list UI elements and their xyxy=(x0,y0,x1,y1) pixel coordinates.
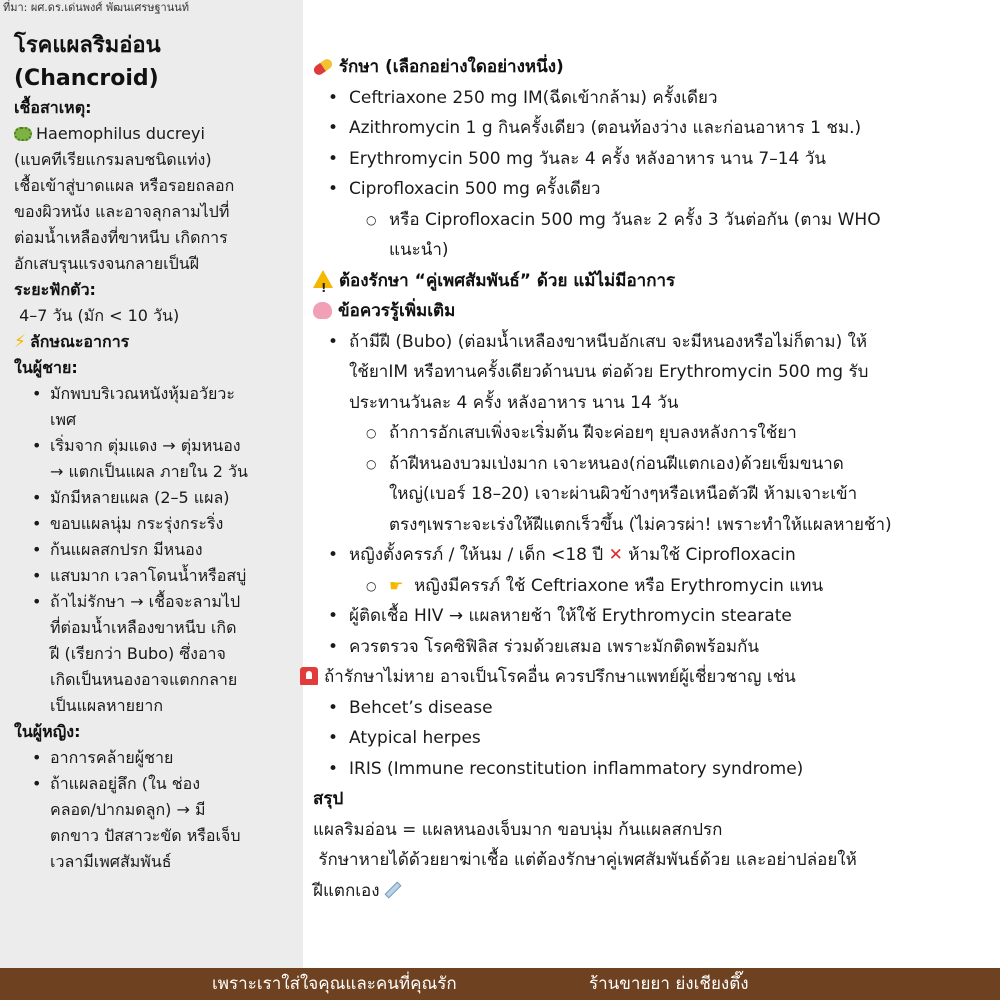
list-item: • ควรตรวจ โรคซิฟิลิส ร่วมด้วยเสมอ เพราะมักติดพร้อมกัน xyxy=(313,632,993,663)
list-item: • ก้นแผลสกปรก มีหนอง xyxy=(14,537,293,563)
cause-line: อักเสบรุนแรงจนกลายเป็นฝี xyxy=(14,254,200,273)
refer-list xyxy=(313,693,993,785)
list-item: • หญิงตั้งครรภ์ / ให้นม / เด็ก <18 ปี ✕ ห้ามใช้ Ciprofloxacin xyxy=(313,540,993,571)
source-credit: ที่มา: ผศ.ดร.เด่นพงศ์ พัฒนเศรษฐานนท์ xyxy=(3,1,190,14)
list-item: ○ ถ้าการอักเสบเพิ่งจะเริ่มต้น ฝีจะค่อยๆ ยุบลงหลังการใช้ยา xyxy=(313,418,993,449)
title-thai: โรคแผลริมอ่อน xyxy=(14,33,161,58)
incubation-value: 4–7 วัน (มัก < 10 วัน) xyxy=(14,306,180,325)
list-item: • ขอบแผลนุ่ม กระรุ่งกระริ่ง xyxy=(14,511,293,537)
list-item: • แสบมาก เวลาโดนน้ำหรือสบู่ xyxy=(14,563,293,589)
footer-slogan: เพราะเราใส่ใจคุณและคนที่คุณรัก xyxy=(212,974,457,994)
cause-line: (แบคทีเรียแกรมลบชนิดแท่ง) xyxy=(14,150,212,169)
male-heading: ในผู้ชาย: xyxy=(14,358,78,377)
incubation-heading: ระยะฟักตัว: xyxy=(14,280,96,299)
cause-line: ต่อมน้ำเหลืองที่ขาหนีบ เกิดการ xyxy=(14,228,228,247)
footer-shop-name: ร้านขายยา ย่งเชียงตึ๊ง xyxy=(589,974,749,994)
list-item: • Azithromycin 1 g กินครั้งเดียว (ตอนท้องว่าง และก่อนอาหาร 1 ชม.) xyxy=(313,113,993,144)
cross-icon: ✕ xyxy=(608,545,623,565)
list-item: • Ceftriaxone 250 mg IM(ฉีดเข้ากล้าม) ครั้งเดียว xyxy=(313,83,993,114)
cause-line: เชื้อเข้าสู่บาดแผล หรือรอยถลอก xyxy=(14,176,235,195)
list-item: • มักพบบริเวณหนังหุ้มอวัยวะ เพศ xyxy=(14,381,293,433)
list-item: • เริ่มจาก ตุ่มแดง → ตุ่มหนอง → แตกเป็นแผล ภายใน 2 วัน xyxy=(14,433,293,485)
summary-heading: สรุป xyxy=(313,789,344,809)
list-item: • Behcet’s disease xyxy=(313,693,993,724)
list-item: • IRIS (Immune reconstitution inflammatory syndrome) xyxy=(313,754,993,785)
page-title xyxy=(14,29,293,95)
list-item: • ผู้ติดเชื้อ HIV → แผลหายช้า ให้ใช้ Erythromycin stearate xyxy=(313,601,993,632)
left-panel xyxy=(0,0,303,968)
brain-icon xyxy=(313,302,332,319)
cause-organism: Haemophilus ducreyi xyxy=(14,121,293,147)
cause-line: ของผิวหนัง และอาจลุกลามไปที่ xyxy=(14,202,230,221)
list-item: • มักมีหลายแผล (2–5 แผล) xyxy=(14,485,293,511)
extra-heading: ข้อควรรู้เพิ่มเติม xyxy=(313,296,993,327)
list-item: ○ หรือ Ciprofloxacin 500 mg วันละ 2 ครั้ง 3 วันต่อกัน (ตาม WHO แนะนำ) xyxy=(313,205,993,266)
pill-icon xyxy=(312,57,334,77)
list-item: • Erythromycin 500 mg วันละ 4 ครั้ง หลังอาหาร นาน 7–14 วัน xyxy=(313,144,993,175)
list-item: • Atypical herpes xyxy=(313,723,993,754)
warning-icon xyxy=(313,270,333,288)
footer-bar xyxy=(0,968,1000,1000)
list-item: • ถ้าแผลอยู่ลึก (ใน ช่อง คลอด/ปากมดลูก) → มี ตกขาว ปัสสาวะขัด หรือเจ็บ เวลามีเพศสัมพันธ์ xyxy=(14,771,293,875)
treatment-heading: รักษา (เลือกอย่างใดอย่างหนึ่ง) xyxy=(313,52,993,83)
microbe-icon xyxy=(14,127,32,141)
extra-list xyxy=(313,327,993,663)
female-heading: ในผู้หญิง: xyxy=(14,722,81,741)
cause-heading: เชื้อสาเหตุ: xyxy=(14,98,92,117)
summary-line: รักษาหายได้ด้วยยาฆ่าเชื้อ แต่ต้องรักษาคู่เพศสัมพันธ์ด้วย และอย่าปล่อยให้ xyxy=(313,850,857,870)
list-item: • Ciprofloxacin 500 mg ครั้งเดียว xyxy=(313,174,993,205)
list-item: • ถ้าไม่รักษา → เชื้อจะลามไป ที่ต่อมน้ำเหลืองขาหนีบ เกิด ฝี (เรียกว่า Bubo) ซึ่งอาจ เกิดเป็นหนองอาจแตกกลาย เป็นแผลหายยาก xyxy=(14,589,293,719)
syringe-icon xyxy=(384,881,401,898)
siren-icon xyxy=(300,667,318,685)
list-item: • อาการคล้ายผู้ชาย xyxy=(14,745,293,771)
title-english: (Chancroid) xyxy=(14,66,159,91)
list-item: ○ ☛ หญิงมีครรภ์ ใช้ Ceftriaxone หรือ Erythromycin แทน xyxy=(313,571,993,602)
right-panel xyxy=(313,52,993,906)
summary-line: ฝีแตกเอง xyxy=(313,876,993,907)
pointing-hand-icon: ☛ xyxy=(389,575,404,595)
refer-heading: ถ้ารักษาไม่หาย อาจเป็นโรคอื่น ควรปรึกษาแพทย์ผู้เชี่ยวชาญ เช่น xyxy=(300,662,993,693)
male-symptom-list xyxy=(14,381,293,719)
list-item: ○ ถ้าฝีหนองบวมเป่งมาก เจาะหนอง(ก่อนฝีแตกเอง)ด้วยเข็มขนาด ใหญ่(เบอร์ 18–20) เจาะผ่านผิวข้างๆหรือเหนือตัวฝี ห้ามเจาะเข้า ตรงๆเพราะจะเร่งให้ฝีแตกเร็วขึ้น (ไม่ควรผ่า! เพราะทำให้แผลหายช้า) xyxy=(313,449,993,541)
treatment-list xyxy=(313,83,993,266)
partner-warning: !ต้องรักษา “คู่เพศสัมพันธ์” ด้วย แม้ไม่มีอาการ xyxy=(313,266,993,297)
female-symptom-list xyxy=(14,745,293,875)
symptoms-heading: ⚡ ลักษณะอาการ xyxy=(14,332,130,352)
lightning-icon: ⚡ xyxy=(14,332,26,352)
list-item: • ถ้ามีฝี (Bubo) (ต่อมน้ำเหลืองขาหนีบอักเสบ จะมีหนองหรือไม่ก็ตาม) ให้ ใช้ยาIM หรือทานครั้งเดียวด้านบน ต่อด้วย Erythromycin 500 mg รับ ประทานวันละ 4 ครั้ง หลังอาหาร นาน 14 วัน xyxy=(313,327,993,419)
summary-line: แผลริมอ่อน = แผลหนองเจ็บมาก ขอบนุ่ม ก้นแผลสกปรก xyxy=(313,819,723,840)
